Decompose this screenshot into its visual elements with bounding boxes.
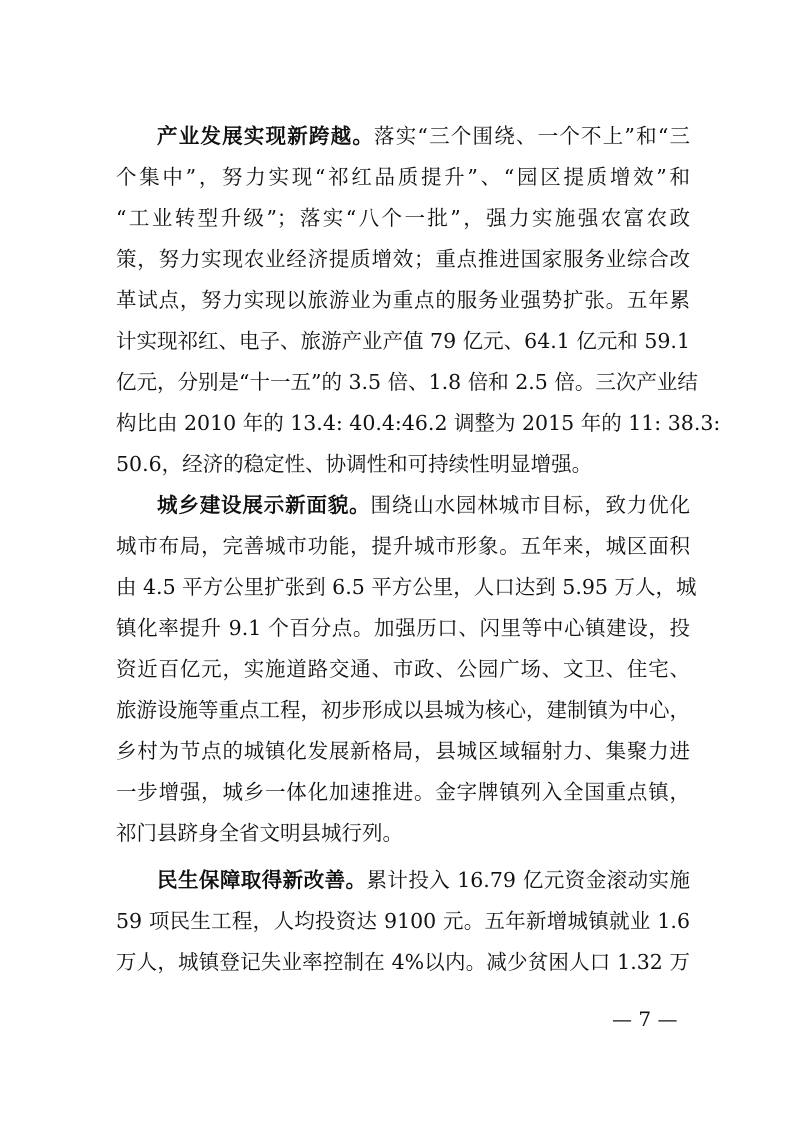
paragraph-1-line-7: 亿元，分别是“十一五”的 3.5 倍、1.8 倍和 2.5 倍。三次产业结 [116,370,698,394]
paragraph-2-line-7: 乡村为节点的城镇化发展新格局，县城区域辐射力、集聚力进 [116,739,690,763]
paragraph-1-line-5: 革试点，努力实现以旅游业为重点的服务业强势扩张。五年累 [116,288,690,312]
paragraph-1-line-2: 个集中”，努力实现“祁红品质提升”、“园区提质增效”和 [116,165,690,189]
paragraph-3-line-1-text: 累计投入 16.79 亿元资金滚动实施 [366,868,690,892]
paragraph-3-line-1 [157,861,690,899]
paragraph-3-line-2: 59 项民生工程，人均投资达 9100 元。五年新增城镇就业 1.6 [116,909,690,933]
paragraph-2-line-4: 镇化率提升 9.1 个百分点。加强历口、闪里等中心镇建设，投 [116,616,690,640]
paragraph-2-line-9: 祁门县跻身全省文明县城行列。 [116,821,403,845]
paragraph-1-heading: 产业发展实现新跨越。 [157,124,375,148]
paragraph-1-line-1 [157,117,690,155]
paragraph-2-heading: 城乡建设展示新面貌。 [157,493,371,517]
paragraph-2-line-5: 资近百亿元，实施道路交通、市政、公园广场、文卫、住宅、 [116,657,690,681]
paragraph-1-line-6: 计实现祁红、电子、旅游产业产值 79 亿元、64.1 亿元和 59.1 [116,329,690,353]
paragraph-2-line-1 [157,486,690,524]
paragraph-1-line-9: 50.6，经济的稳定性、协调性和可持续性明显增强。 [116,452,593,476]
paragraph-2-line-3: 由 4.5 平方公里扩张到 6.5 平方公里，人口达到 5.95 万人，城 [116,575,697,599]
paragraph-1-line-8: 构比由 2010 年的 13.4: 40.4:46.2 调整为 2015 年的 11: 38.3: [116,411,721,435]
paragraph-1-line-1-text: 落实“三个围绕、一个不上”和“三 [374,124,690,148]
paragraph-2-line-2: 城市布局，完善城市功能，提升城市形象。五年来，城区面积 [116,534,690,558]
paragraph-1-line-3: “工业转型升级”；落实“八个一批”，强力实施强农富农政 [116,206,690,230]
paragraph-2-line-1-text: 围绕山水园林城市目标，致力优化 [370,493,691,517]
paragraph-3-line-3: 万人，城镇登记失业率控制在 4%以内。减少贫困人口 1.32 万 [116,950,690,974]
paragraph-2-line-6: 旅游设施等重点工程，初步形成以县城为核心，建制镇为中心， [116,698,690,722]
page-number: — 7 — [612,1007,678,1031]
paragraph-1-line-4: 策，努力实现农业经济提质增效；重点推进国家服务业综合改 [116,247,690,271]
paragraph-3-heading: 民生保障取得新改善。 [157,868,367,892]
paragraph-2-line-8: 一步增强，城乡一体化加速推进。金字牌镇列入全国重点镇， [116,780,690,804]
